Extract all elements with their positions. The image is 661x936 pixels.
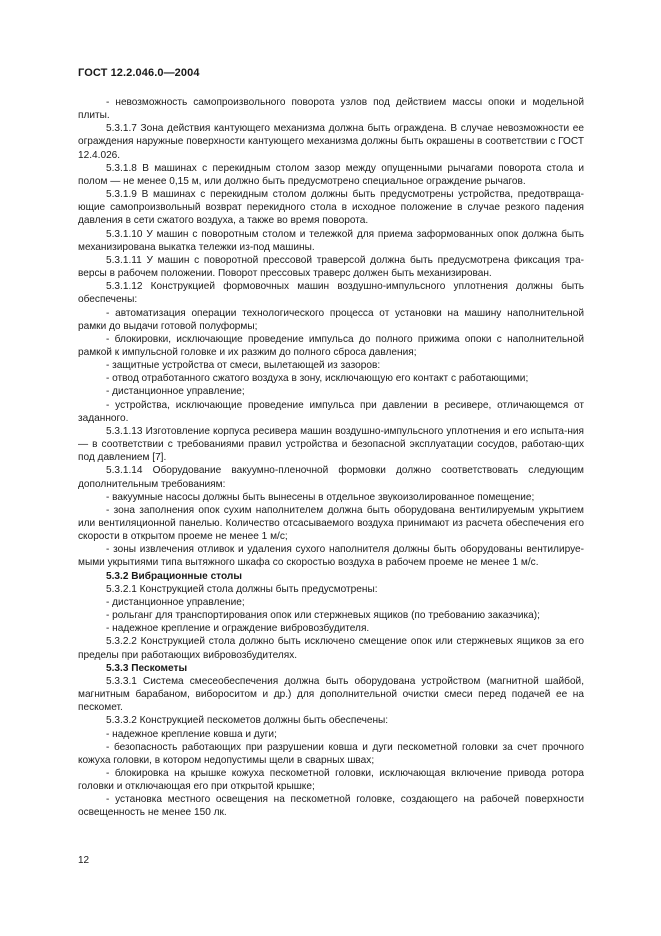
paragraph: - блокировки, исключающие проведение импульса до полного прижима опоки с наполнительной рамкой к импульсной головке и их разжим до полного сброса давления;	[78, 333, 584, 358]
paragraph: 5.3.1.14 Оборудование вакуумно-пленочной формовки должно соответствовать следующим дополнительным требованиям:	[78, 465, 584, 490]
paragraph: 5.3.1.13 Изготовление корпуса ресивера машин воздушно-импульсного уплотнения и его испыта-ния — в соответствии с требованиями правил устройства и безопасной эксплуатации сосудов, работаю-щих под давлением [7].	[78, 425, 584, 464]
section-heading: 5.3.2 Вибрационные столы	[106, 570, 242, 582]
paragraph: - блокировка на крышке кожуха пескометной головки, исключающая включение привода ротора головки и отключающая его при открытой крышке;	[78, 767, 584, 793]
paragraph: 5.3.1.7 Зона действия кантующего механизма должна быть ограждена. В случае невозможности ее ограждения наружные поверхности кантующего механизма должны быть окрашены в соответствии с ГОСТ 12.4.026.	[78, 123, 584, 161]
paragraph: - рольганг для транспортирования опок или стержневых ящиков (по требованию заказчика);	[106, 610, 540, 622]
paragraph: 5.3.2.1 Конструкцией стола должны быть предусмотрены:	[106, 583, 378, 595]
document-body	[78, 96, 584, 820]
paragraph: - невозможность самопроизвольного поворота узлов под действием массы опоки и модельной плиты.	[78, 97, 584, 122]
paragraph: - защитные устройства от смеси, вылетающей из зазоров:	[106, 360, 381, 372]
paragraph: 5.3.1.12 Конструкцией формовочных машин воздушно-импульсного уплотнения должны быть обеспечены:	[78, 281, 584, 306]
page-number: 12	[78, 855, 90, 866]
paragraph: 5.3.1.10 У машин с поворотным столом и тележкой для приема заформованных опок должна быть механизирована выкатка тележки из-под машины.	[78, 228, 584, 253]
paragraph: - вакуумные насосы должны быть вынесены в отдельное звукоизолированное помещение;	[106, 491, 535, 503]
paragraph: - дистанционное управление;	[106, 596, 245, 608]
paragraph: - отвод отработанного сжатого воздуха в зону, исключающую его контакт с работающими;	[106, 373, 529, 385]
paragraph: - автоматизация операции технологического процесса от установки на машину наполнительной рамки до выдачи готовой полуформы;	[78, 307, 584, 332]
paragraph: 5.3.1.11 У машин с поворотной прессовой траверсой должна быть предусмотрена фиксация тра-версы в рабочем положении. Поворот прессовых траверс должен быть механизирован.	[78, 254, 584, 280]
paragraph: - дистанционное управление;	[106, 386, 245, 398]
section-heading: 5.3.3 Пескометы	[106, 662, 188, 674]
document-header: ГОСТ 12.2.046.0—2004	[78, 67, 200, 79]
paragraph: 5.3.1.9 В машинах с перекидным столом должны быть предусмотрены устройства, предотвраща-ющие самопроизвольный возврат перекидного стола в исходное положение в случае резкого падения давления в сети сжатого воздуха, а также во время поворота.	[78, 189, 584, 227]
paragraph: - устройства, исключающие проведение импульса при давлении в ресивере, отличающемся от заданного.	[78, 399, 584, 424]
paragraph: - установка местного освещения на пескометной головке, создающего на рабочей поверхности освещенность не менее 150 лк.	[78, 794, 584, 819]
paragraph: - зоны извлечения отливок и удаления сухого наполнителя должны быть оборудованы вентилируе-мыми укрытиями типа вытяжного шкафа со скоростью воздуха в рабочем проеме не менее 1 м/с.	[78, 544, 584, 569]
paragraph: - зона заполнения опок сухим наполнителем должна быть оборудована вентилируемым укрытием или вентиляционной панелью. Количество отсасываемого воздуха принимают из расчета обеспечения его скорости в открытом проеме не менее 1 м/с;	[78, 504, 584, 543]
paragraph: 5.3.3.1 Система смесеобеспечения должна быть оборудована устройством (магнитной шайбой, магнитным барабаном, вибороситом и др.) для дополнительной очистки смеси перед подачей ее на пескомет.	[78, 675, 584, 714]
paragraph: - надежное крепление и ограждение вибровозбудителя.	[106, 623, 370, 635]
paragraph: 5.3.2.2 Конструкцией стола должно быть исключено смещение опок или стержневых ящиков за его пределы при работающих вибровозбудителях.	[78, 636, 584, 661]
paragraph: - надежное крепление ковша и дуги;	[106, 728, 277, 740]
paragraph: 5.3.1.8 В машинах с перекидным столом зазор между опущенными рычагами поворота стола и полом — не менее 0,15 м, или должно быть предусмотрено специальное ограждение рычагов.	[78, 162, 584, 187]
paragraph: 5.3.3.2 Конструкцией пескометов должны быть обеспечены:	[106, 715, 389, 727]
paragraph: - безопасность работающих при разрушении ковша и дуги пескометной головки за счет прочного кожуха головки, в котором недопустимы щели в сварных швах;	[78, 741, 584, 766]
